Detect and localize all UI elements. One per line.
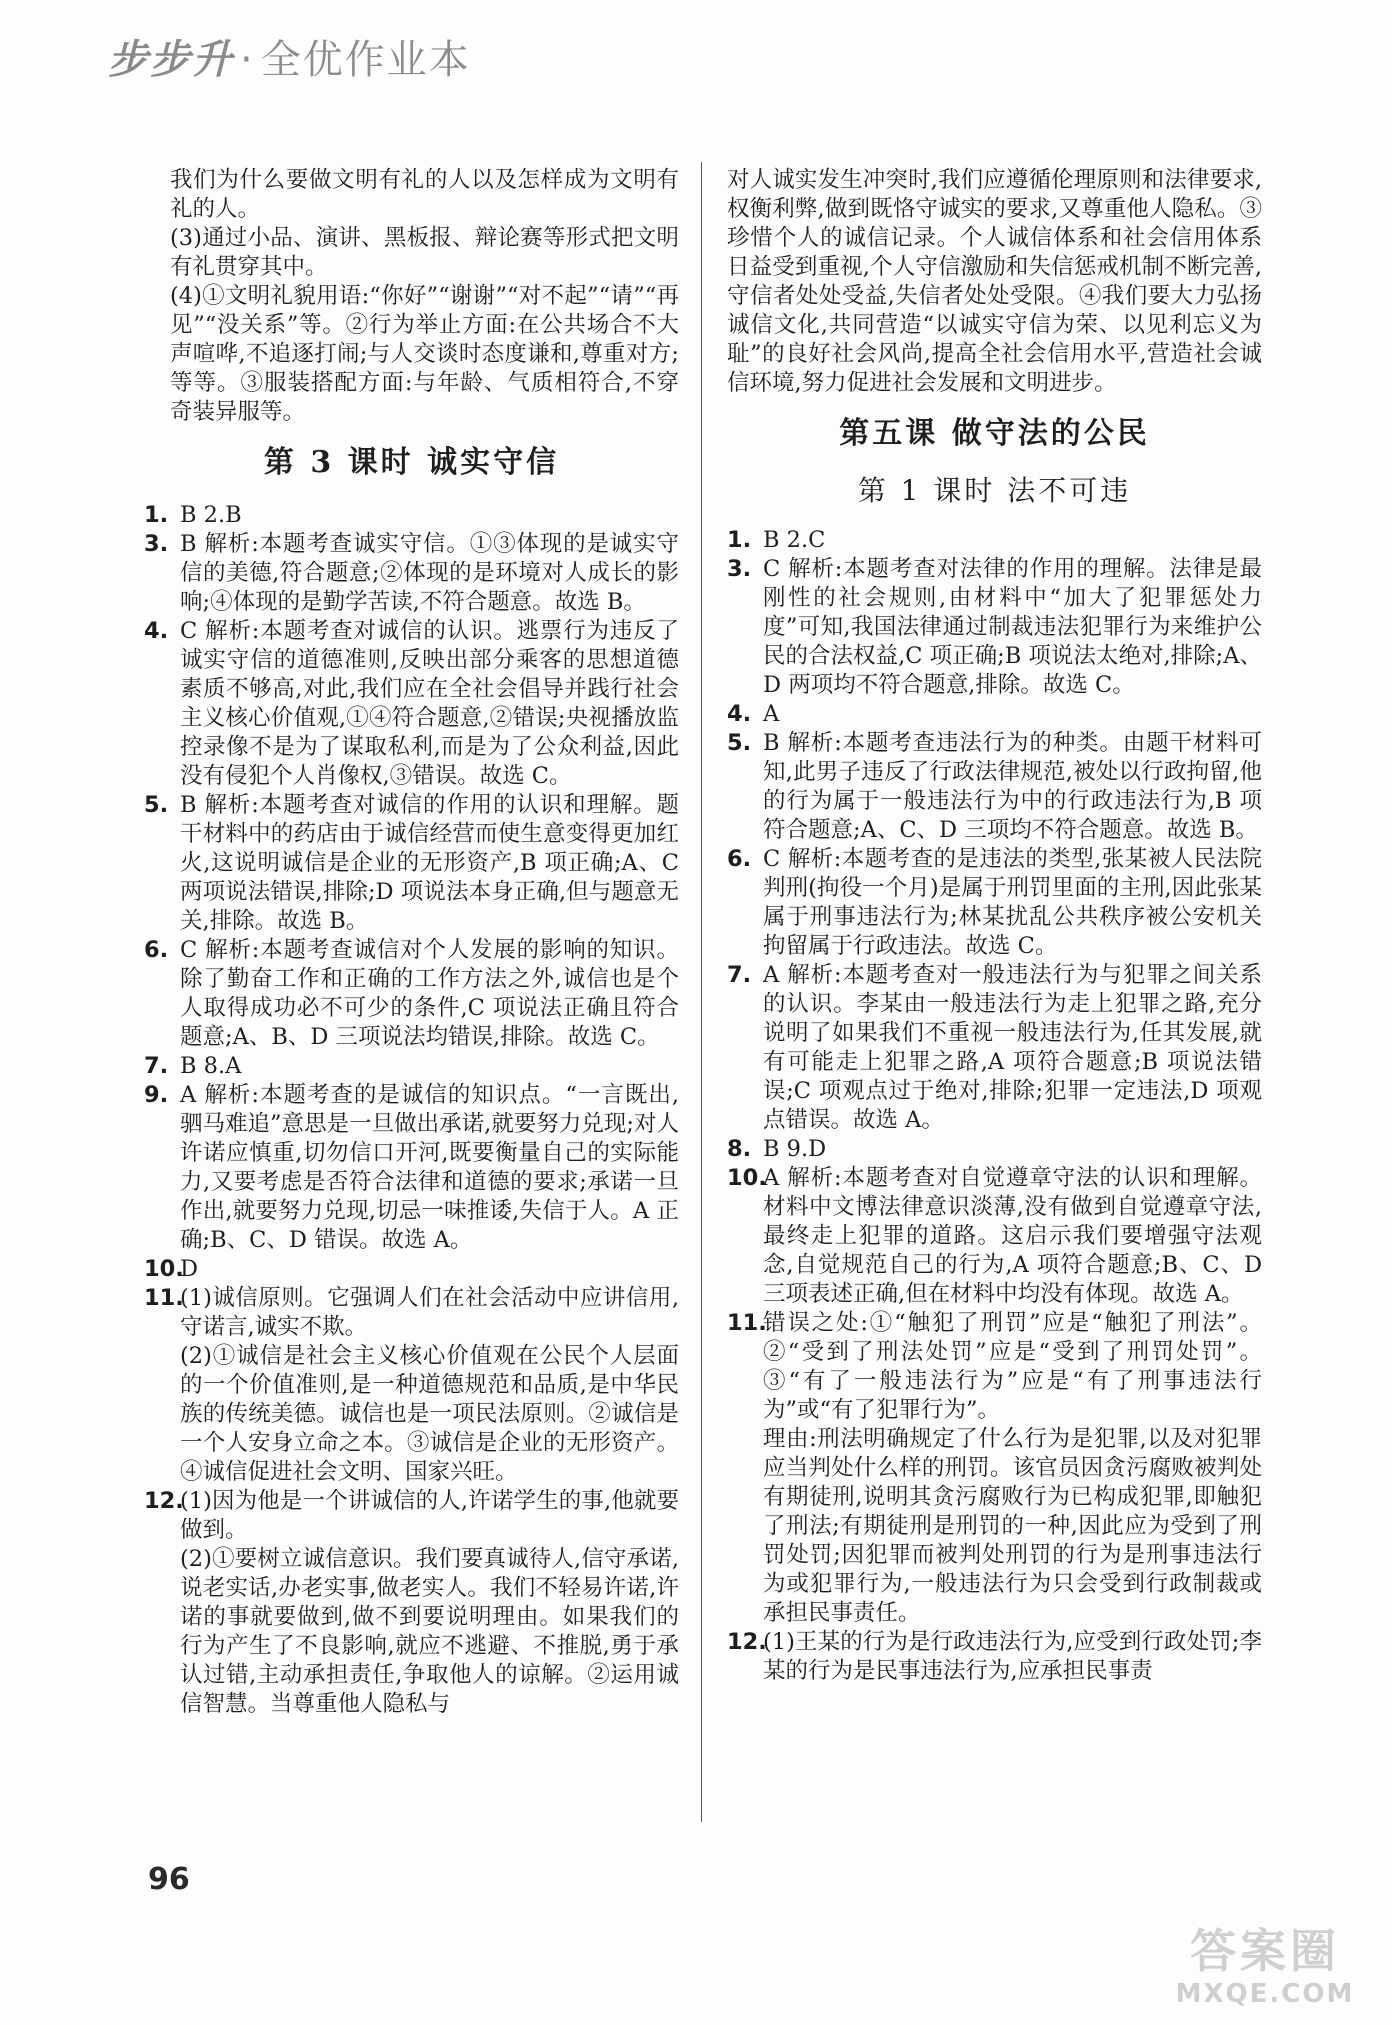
watermark-logo <box>1152 1923 1378 2015</box>
item-text: (1)王某的行为是行政违法行为,应受到行政处罚;李某的行为是民事违法行为,应承担民事责 <box>763 1629 1262 1684</box>
item-number: 7. <box>144 1053 169 1079</box>
answer-item <box>727 1164 1262 1309</box>
item-number: 4. <box>144 618 169 644</box>
answer-item <box>727 845 1262 961</box>
item-text: 理由:刑法明确规定了什么行为是犯罪,以及对犯罪应当判处什么样的刑罚。该官员因贪污腐败被判处有期徒刑,说明其贪污腐败行为已构成犯罪,即触犯了刑法;有期徒刑是刑罚的一种,因此应为受到了刑罚处罚;因犯罪而被判处刑罚的行为是刑事违法行为或犯罪行为,一般违法行为只会受到行政制裁或承担民事责任。 <box>763 1426 1262 1626</box>
item-text: (1)诚信原则。它强调人们在社会活动中应讲信用,守诺言,诚实不欺。 <box>180 1285 679 1340</box>
answer-item <box>727 961 1262 1135</box>
item-number: 9. <box>144 1082 169 1108</box>
item-text: B 8.A <box>180 1053 242 1079</box>
item-text: B 解析:本题考查违法行为的种类。由题干材料可知,此男子违反了行政法律规范,被处以行政拘留,他的行为属于一般违法行为中的行政违法行为,B 项符合题意;A、C、D 三项均不符合题意。故选 B。 <box>763 730 1262 843</box>
answer-item <box>144 936 679 1052</box>
item-number: 10. <box>727 1165 767 1191</box>
answer-item <box>144 501 679 530</box>
item-number: 5. <box>144 792 169 818</box>
intro-paragraph: (3)通过小品、演讲、黑板报、辩论赛等形式把文明有礼贯穿其中。 <box>170 225 679 280</box>
item-number <box>727 1425 763 1628</box>
answer-item <box>144 1487 679 1545</box>
brand-name: 步步升 <box>108 36 234 83</box>
answer-item <box>727 1628 1262 1686</box>
item-number: 10. <box>144 1256 184 1282</box>
page-number: 96 <box>148 1862 190 1897</box>
item-text: C 解析:本题考查诚信对个人发展的影响的知识。除了勤奋工作和正确的工作方法之外,诚信也是个人取得成功必不可少的条件,C 项说法正确且符合题意;A、B、D 三项说法均错误,排除。故选 C。 <box>180 937 679 1050</box>
item-number: 3. <box>144 531 169 557</box>
answer-item <box>144 1052 679 1081</box>
section-title: 第 3 课时 诚实守信 <box>263 445 560 480</box>
continued-paragraph: 对人诚实发生冲突时,我们应遵循伦理原则和法律要求,权衡利弊,做到既恪守诚实的要求,又尊重他人隐私。③珍惜个人的诚信记录。个人诚信体系和社会信用体系日益受到重视,个人守信激励和失信惩戒机制不断完善,守信者处处受益,失信者处处受限。④我们要大力弘扬诚信文化,共同营造“以诚实守信为荣、以见利忘义为耻”的良好社会风尚,提高全社会信用水平,营造社会诚信环境,努力促进社会发展和文明进步。 <box>727 167 1262 396</box>
item-number: 7. <box>727 962 752 988</box>
item-text: A 解析:本题考查对自觉遵章守法的认识和理解。材料中文博法律意识淡薄,没有做到自觉遵章守法,最终走上犯罪的道路。这启示我们要增强守法观念,自觉规范自己的行为,A 项符合题意;B、C、D 三项表述正确,但在材料中均没有体现。故选 A。 <box>763 1165 1262 1307</box>
book-title: 全优作业本 <box>260 37 471 83</box>
item-text: B 2.C <box>763 527 826 553</box>
answer-item <box>727 1309 1262 1425</box>
watermark-url: MXQE.COM <box>1175 1979 1355 2009</box>
intro-paragraph: 我们为什么要做文明有礼的人以及怎样成为文明有礼的人。 <box>170 167 679 222</box>
item-text: B 解析:本题考查对诚信的作用的认识和理解。题干材料中的药店由于诚信经营而使生意变得更加红火,这说明诚信是企业的无形资产,B 项正确;A、C 两项说法错误,排除;D 项说法本身正确,但与题意无关,排除。故选 B。 <box>180 792 679 934</box>
item-number: 11. <box>144 1285 184 1311</box>
answer-item <box>727 729 1262 845</box>
item-text: B 解析:本题考查诚实守信。①③体现的是诚实守信的美德,符合题意;②体现的是环境对人成长的影响;④体现的是勤学苦读,不符合题意。故选 B。 <box>180 531 679 615</box>
item-number: 8. <box>727 1136 752 1162</box>
item-number <box>144 1342 180 1487</box>
lesson-title: 第五课 做守法的公民 <box>839 416 1150 451</box>
answer-item <box>144 1081 679 1255</box>
answer-item <box>144 1545 679 1719</box>
answer-item <box>727 1425 1262 1628</box>
item-text: B 2.B <box>180 502 242 528</box>
page-header <box>108 28 471 85</box>
item-text: (2)①诚信是社会主义核心价值观在公民个人层面的一个价值准则,是一种道德规范和品质,是中华民族的传统美德。诚信也是一项民法原则。②诚信是一个人安身立命之本。③诚信是企业的无形资产。④诚信促进社会文明、国家兴旺。 <box>180 1343 679 1485</box>
item-text: 错误之处:①“触犯了刑罚”应是“触犯了刑法”。②“受到了刑法处罚”应是“受到了刑罚处罚”。③“有了一般违法行为”应是“有了刑事违法行为”或“有了犯罪行为”。 <box>763 1310 1262 1423</box>
answer-item <box>144 1342 679 1487</box>
answer-item <box>144 791 679 936</box>
item-text: (1)因为他是一个讲诚信的人,许诺学生的事,他就要做到。 <box>180 1488 679 1543</box>
item-number: 11. <box>727 1310 767 1336</box>
answer-item <box>727 555 1262 700</box>
item-number: 12. <box>144 1488 184 1514</box>
item-text: A <box>763 701 780 727</box>
item-text: A 解析:本题考查的是诚信的知识点。“一言既出,驷马难追”意思是一旦做出承诺,就要努力兑现;对人许诺应慎重,切勿信口开河,既要衡量自己的实际能力,又要考虑是否符合法律和道德的要求;承诺一旦作出,就要努力兑现,切忌一味推诿,失信于人。A 正确;B、C、D 错误。故选 A。 <box>180 1082 679 1253</box>
item-number: 1. <box>727 527 752 553</box>
intro-paragraph: (4)①文明礼貌用语:“你好”“谢谢”“对不起”“请”“再见”“没关系”等。②行为举止方面:在公共场合不大声喧哗,不追逐打闹;与人交谈时态度谦和,尊重对方;等等。③服装搭配方面:与年龄、气质相符合,不穿奇装异服等。 <box>170 283 679 425</box>
item-text: D <box>180 1256 199 1282</box>
right-column <box>727 166 1262 1686</box>
item-number: 4. <box>727 701 752 727</box>
answer-item <box>144 530 679 617</box>
item-number: 12. <box>727 1629 767 1655</box>
item-number: 6. <box>144 937 169 963</box>
item-number <box>144 1545 180 1719</box>
item-number: 6. <box>727 846 752 872</box>
watermark-text: 答案圈 <box>1190 1924 1340 1978</box>
item-text: B 9.D <box>763 1136 827 1162</box>
item-text: (2)①要树立诚信意识。我们要真诚待人,信守承诺,说老实话,办老实事,做老实人。我们不轻易许诺,许诺的事就要做到,做不到要说明理由。如果我们的行为产生了不良影响,就应不逃避、不推脱,勇于承认过错,主动承担责任,争取他人的谅解。②运用诚信智慧。当尊重他人隐私与 <box>180 1546 679 1717</box>
item-text: C 解析:本题考查对法律的作用的理解。法律是最刚性的社会规则,由材料中“加大了犯罪惩处力度”可知,我国法律通过制裁违法犯罪行为来维护公民的合法权益,C 项正确;B 项说法太绝对,排除;A、D 两项均不符合题意,排除。故选 C。 <box>763 556 1262 698</box>
item-text: C 解析:本题考查对诚信的认识。逃票行为违反了诚实守信的道德准则,反映出部分乘客的思想道德素质不够高,对此,我们应在全社会倡导并践行社会主义核心价值观,①④符合题意,②错误;央视播放监控录像不是为了谋取私利,而是为了公众利益,因此没有侵犯个人肖像权,③错误。故选 C。 <box>180 618 679 789</box>
answer-item <box>144 1255 679 1284</box>
column-divider <box>701 162 702 1822</box>
answer-item <box>144 1284 679 1342</box>
item-number: 5. <box>727 730 752 756</box>
answer-item <box>727 1135 1262 1164</box>
answer-item <box>144 617 679 791</box>
item-number: 1. <box>144 502 169 528</box>
left-column <box>144 166 679 1719</box>
answer-item <box>727 700 1262 729</box>
header-separator: · <box>240 37 255 83</box>
item-text: A 解析:本题考查对一般违法行为与犯罪之间关系的认识。李某由一般违法行为走上犯罪之路,充分说明了如果我们不重视一般违法行为,任其发展,就有可能走上犯罪之路,A 项符合题意;B 项说法错误;C 项观点过于绝对,排除;犯罪一定违法,D 项观点错误。故选 A。 <box>763 962 1262 1133</box>
item-text: C 解析:本题考查的是违法的类型,张某被人民法院判刑(拘役一个月)是属于刑罚里面的主刑,因此张某属于刑事违法行为;林某扰乱公共秩序被公安机关拘留属于行政违法。故选 C。 <box>763 846 1262 959</box>
section-title: 第 1 课时 法不可违 <box>857 474 1132 507</box>
answer-item <box>727 526 1262 555</box>
item-number: 3. <box>727 556 752 582</box>
